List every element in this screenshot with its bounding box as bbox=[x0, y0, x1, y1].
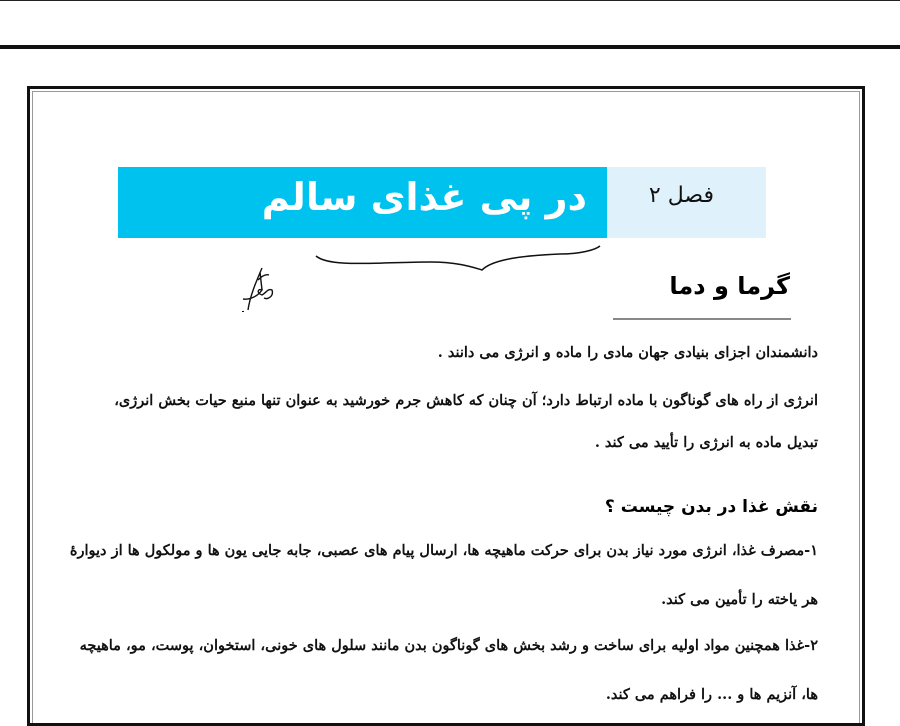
brace-mark bbox=[316, 246, 600, 270]
answer-line: ۲-غذا همچنین مواد اولیه برای ساخت و رشد بخش های گوناگون بدن مانند سلول های خونی، استخوان، پوست، مو، ماهیچه bbox=[79, 637, 818, 654]
question-heading: نقش غذا در بدن چیست ؟ bbox=[604, 497, 818, 517]
section-heading: گرما و دما bbox=[669, 272, 790, 300]
chapter-number: فصل ۲ bbox=[648, 183, 714, 208]
chapter-title: در پی غذای سالم bbox=[261, 175, 587, 219]
answer-line: هر یاخته را تأمین می کند. bbox=[661, 591, 818, 608]
handwritten-word bbox=[243, 268, 272, 310]
paragraph-line: تبدیل ماده به انرژی را تأیید می کند . bbox=[594, 434, 818, 451]
answer-line: ها، آنزیم ها و ... را فراهم می کند. bbox=[605, 686, 818, 703]
paragraph-line: انرژی از راه های گوناگون با ماده ارتباط دارد؛ آن چنان که کاهش جرم خورشید به عنوان تنها منبع حیات بخش انرژی، bbox=[114, 392, 818, 409]
paragraph-line: دانشمندان اجزای بنیادی جهان مادی را ماده و انرژی می دانند . bbox=[437, 344, 818, 361]
heading-underline bbox=[613, 318, 791, 320]
answer-line: ۱-مصرف غذا، انرژی مورد نیاز بدن برای حرکت ماهیچه ها، ارسال پیام های عصبی، جابه جایی یون ها و مولکول ها از دیوارهٔ bbox=[69, 542, 818, 559]
